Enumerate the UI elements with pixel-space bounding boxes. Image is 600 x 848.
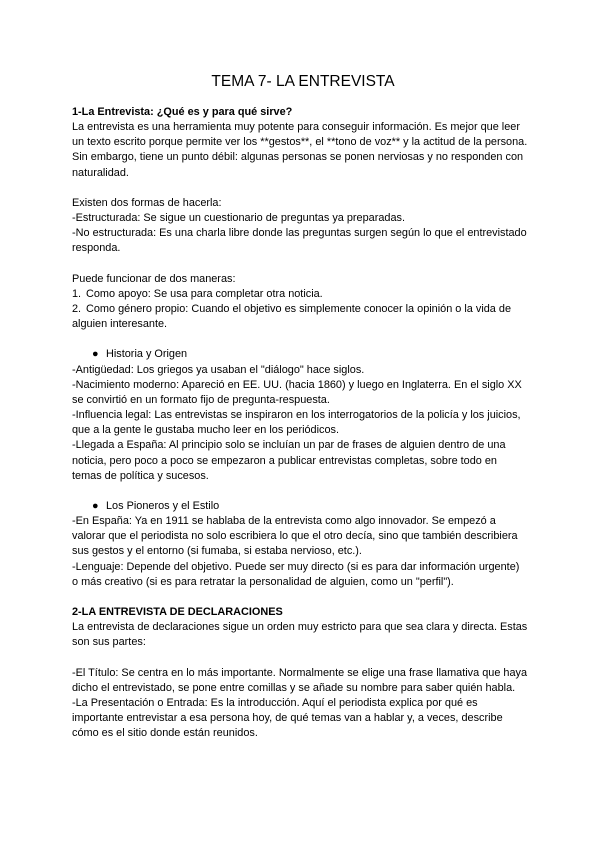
history-modern-birth: -Nacimiento moderno: Apareció en EE. UU. (hacia 1860) y luego en Inglaterra. En el siglo XX se convirtió en un formato fijo de pregunta-respuesta. (72, 378, 522, 406)
section-1-intro-paragraph: La entrevista es una herramienta muy potente para conseguir información. Es mejor que leer un texto escrito porque permite ver los **gestos**, el **tono de voz** y la actitud de la persona. Sin embargo, tiene un punto débil: algunas personas se ponen nerviosas y no responden con naturalidad. (72, 121, 528, 179)
pioneers-language: -Lenguaje: Depende del objetivo. Puede ser muy directo (si es para dar información urgente) o más creativo (si es para retratar la personalidad de alguien, como un "perfil"). (72, 560, 520, 588)
part-presentation: -La Presentación o Entrada: Es la introducción. Aquí el periodista explica por qué es importante entrevistar a esa persona hoy, de qué temas van a hablar y, a veces, describe cómo es el sitio donde están reunidos. (72, 697, 503, 740)
bullet-label: Los Pioneros y el Estilo (106, 500, 220, 512)
bullet-history-origin (72, 347, 528, 362)
spacer (72, 484, 528, 499)
document-title: TEMA 7- LA ENTREVISTA (211, 73, 395, 90)
bullet-label: Historia y Origen (106, 348, 188, 361)
part-title: -El Título: Se centra en lo más importante. Normalmente se elige una frase llamativa que haya dicho el entrevistado, se pone entre comillas y se añade su nombre para saber quién habla. (72, 666, 528, 694)
numbered-item-2 (72, 302, 528, 332)
form-unstructured: -No estructurada: Es una charla libre donde las preguntas surgen según lo que el entrevistado responda. (72, 227, 527, 255)
history-antiquity: -Antigüedad: Los griegos ya usaban el "diálogo" hace siglos. (72, 363, 365, 376)
item-text: Como apoyo: Se usa para completar otra noticia. (86, 287, 323, 300)
section-2-heading: 2-LA ENTREVISTA DE DECLARACIONES (72, 606, 283, 619)
numbered-item-1 (72, 287, 528, 302)
spacer (72, 651, 528, 666)
bullet-pioneers-style (72, 499, 528, 514)
spacer (72, 181, 528, 196)
item-number: 2. (72, 303, 82, 315)
pioneers-spain: -En España: Ya en 1911 se hablaba de la entrevista como algo innovador. Se empezó a valorar que el periodista no solo escribiera lo que el otro decía, sino que también describiera sus gestos y el entorno (si fumaba, si estaba nervioso, etc.). (72, 515, 518, 558)
spacer (72, 332, 528, 347)
item-number: 1. (72, 287, 82, 300)
section-2-intro-paragraph: La entrevista de declaraciones sigue un orden muy estricto para que sea clara y directa. Estas son sus partes: (72, 621, 528, 649)
spacer (72, 590, 528, 605)
document-page (72, 72, 528, 741)
history-arrival-spain: -Llegada a España: Al principio solo se incluían un par de frases de alguien dentro de una noticia, pero poco a poco se empezaron a publicar entrevistas completas, sobre todo en temas de política y sucesos. (72, 439, 506, 482)
section-1-heading: 1-La Entrevista: ¿Qué es y para qué sirve? (72, 106, 293, 118)
bullet-icon: ● (92, 348, 99, 361)
history-legal-influence: -Influencia legal: Las entrevistas se inspiraron en los interrogatorios de la policía y los juicios, que a la gente le gustaba mucho leer en los periódicos. (72, 409, 521, 437)
ways-intro: Puede funcionar de dos maneras: (72, 272, 236, 285)
bullet-icon: ● (92, 500, 99, 512)
forms-intro: Existen dos formas de hacerla: (72, 196, 222, 209)
item-text: Como género propio: Cuando el objetivo es simplemente conocer la opinión o la vida de alguien interesante. (72, 303, 511, 331)
spacer (72, 257, 528, 272)
form-structured: -Estructurada: Se sigue un cuestionario de preguntas ya preparadas. (72, 212, 405, 225)
